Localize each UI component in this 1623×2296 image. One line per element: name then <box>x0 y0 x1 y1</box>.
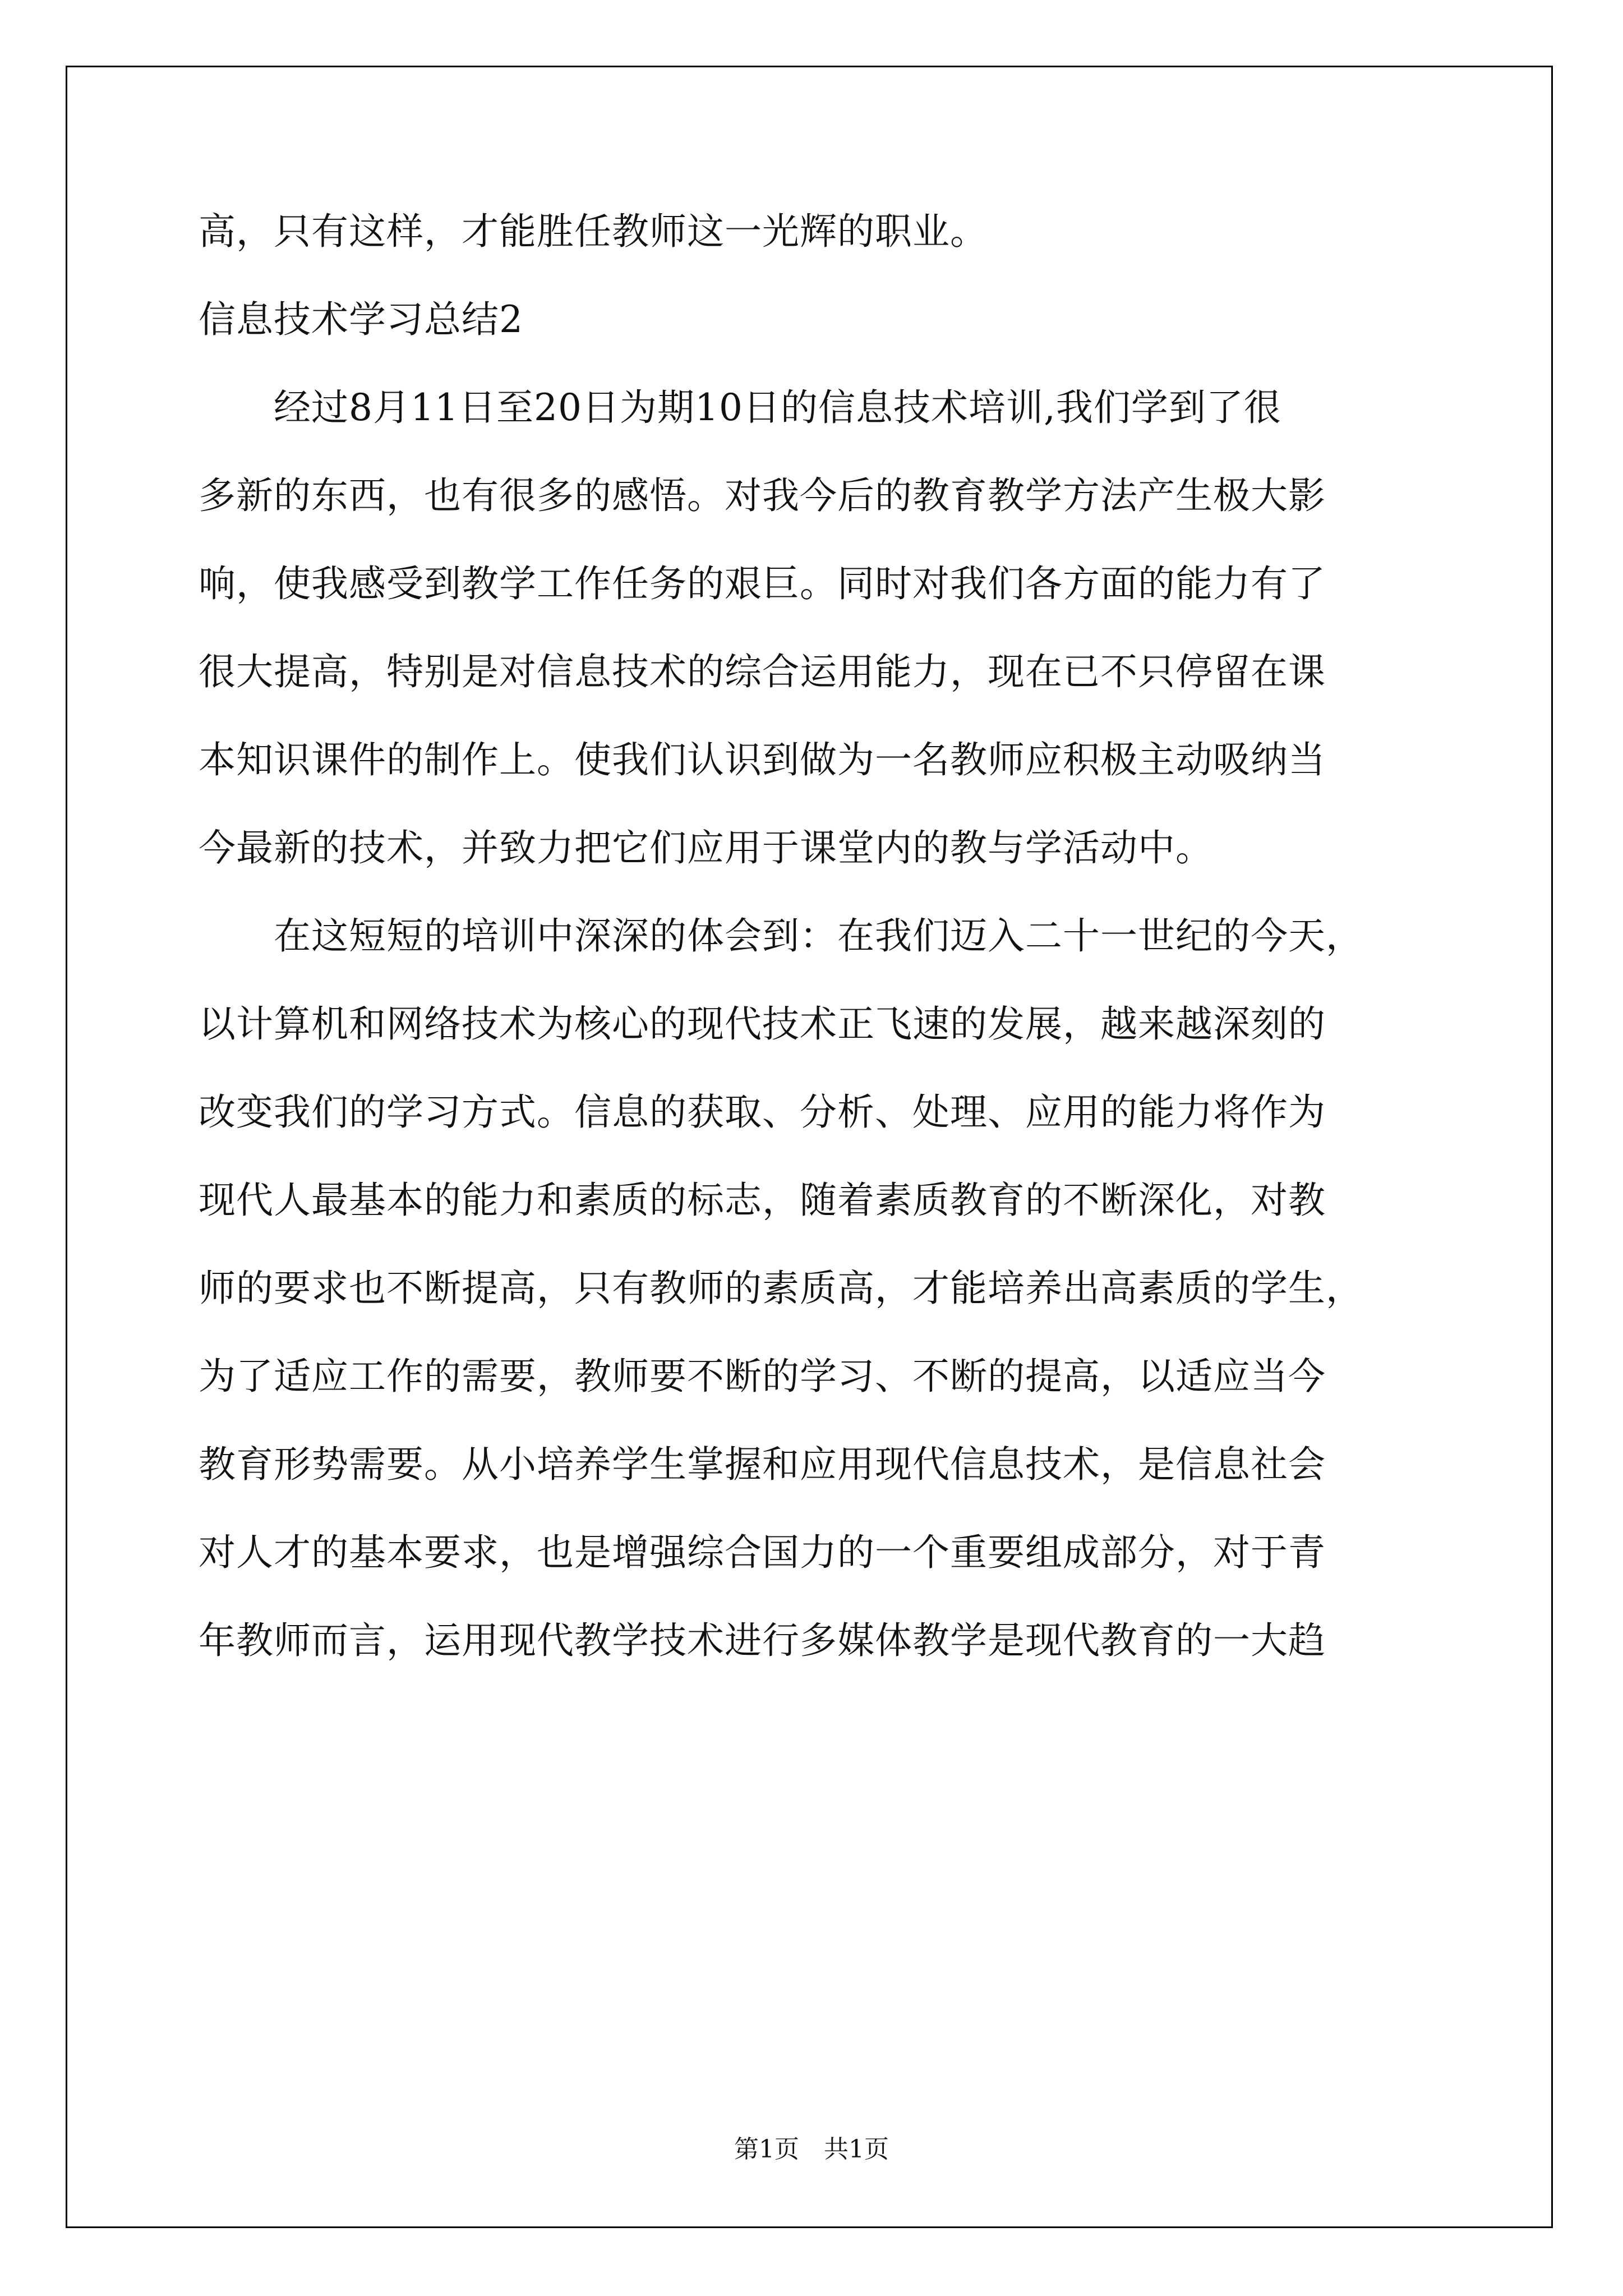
text-line: 经过8月11日至20日为期10日的信息技术培训,我们学到了很 <box>199 386 1281 429</box>
text-line: 在这短短的培训中深深的体会到：在我们迈入二十一世纪的今天， <box>199 914 1363 958</box>
text-line: 改变我们的学习方式。信息的获取、分析、处理、应用的能力将作为 <box>199 1091 1326 1134</box>
text-line: 对人才的基本要求，也是增强综合国力的一个重要组成部分，对于青 <box>199 1531 1326 1574</box>
page-number: 第1页 共1页 <box>734 2135 889 2164</box>
text-line: 年教师而言，运用现代教学技术进行多媒体教学是现代教育的一大趋 <box>199 1619 1326 1662</box>
text-line: 教育形势需要。从小培养学生掌握和应用现代信息技术，是信息社会 <box>199 1443 1326 1486</box>
text-line: 现代人最基本的能力和素质的标志，随着素质教育的不断深化，对教 <box>199 1179 1326 1222</box>
text-line-continuation: 高，只有这样，才能胜任教师这一光辉的职业。 <box>199 210 988 253</box>
text-line: 本知识课件的制作上。使我们认识到做为一名教师应积极主动吸纳当 <box>199 738 1326 781</box>
text-line: 今最新的技术，并致力把它们应用于课堂内的教与学活动中。 <box>199 826 1213 869</box>
page-footer <box>0 2129 1623 2165</box>
text-line: 多新的东西，也有很多的感悟。对我今后的教育教学方法产生极大影 <box>199 474 1326 517</box>
text-line: 师的要求也不断提高，只有教师的素质高，才能培养出高素质的学生， <box>199 1267 1363 1310</box>
text-line: 为了适应工作的需要，教师要不断的学习、不断的提高，以适应当今 <box>199 1355 1326 1398</box>
section-heading: 信息技术学习总结2 <box>199 298 523 341</box>
text-line: 以计算机和网络技术为核心的现代技术正飞速的发展，越来越深刻的 <box>199 1002 1326 1046</box>
text-line: 响，使我感受到教学工作任务的艰巨。同时对我们各方面的能力有了 <box>199 562 1326 605</box>
text-line: 很大提高，特别是对信息技术的综合运用能力，现在已不只停留在课 <box>199 650 1326 693</box>
